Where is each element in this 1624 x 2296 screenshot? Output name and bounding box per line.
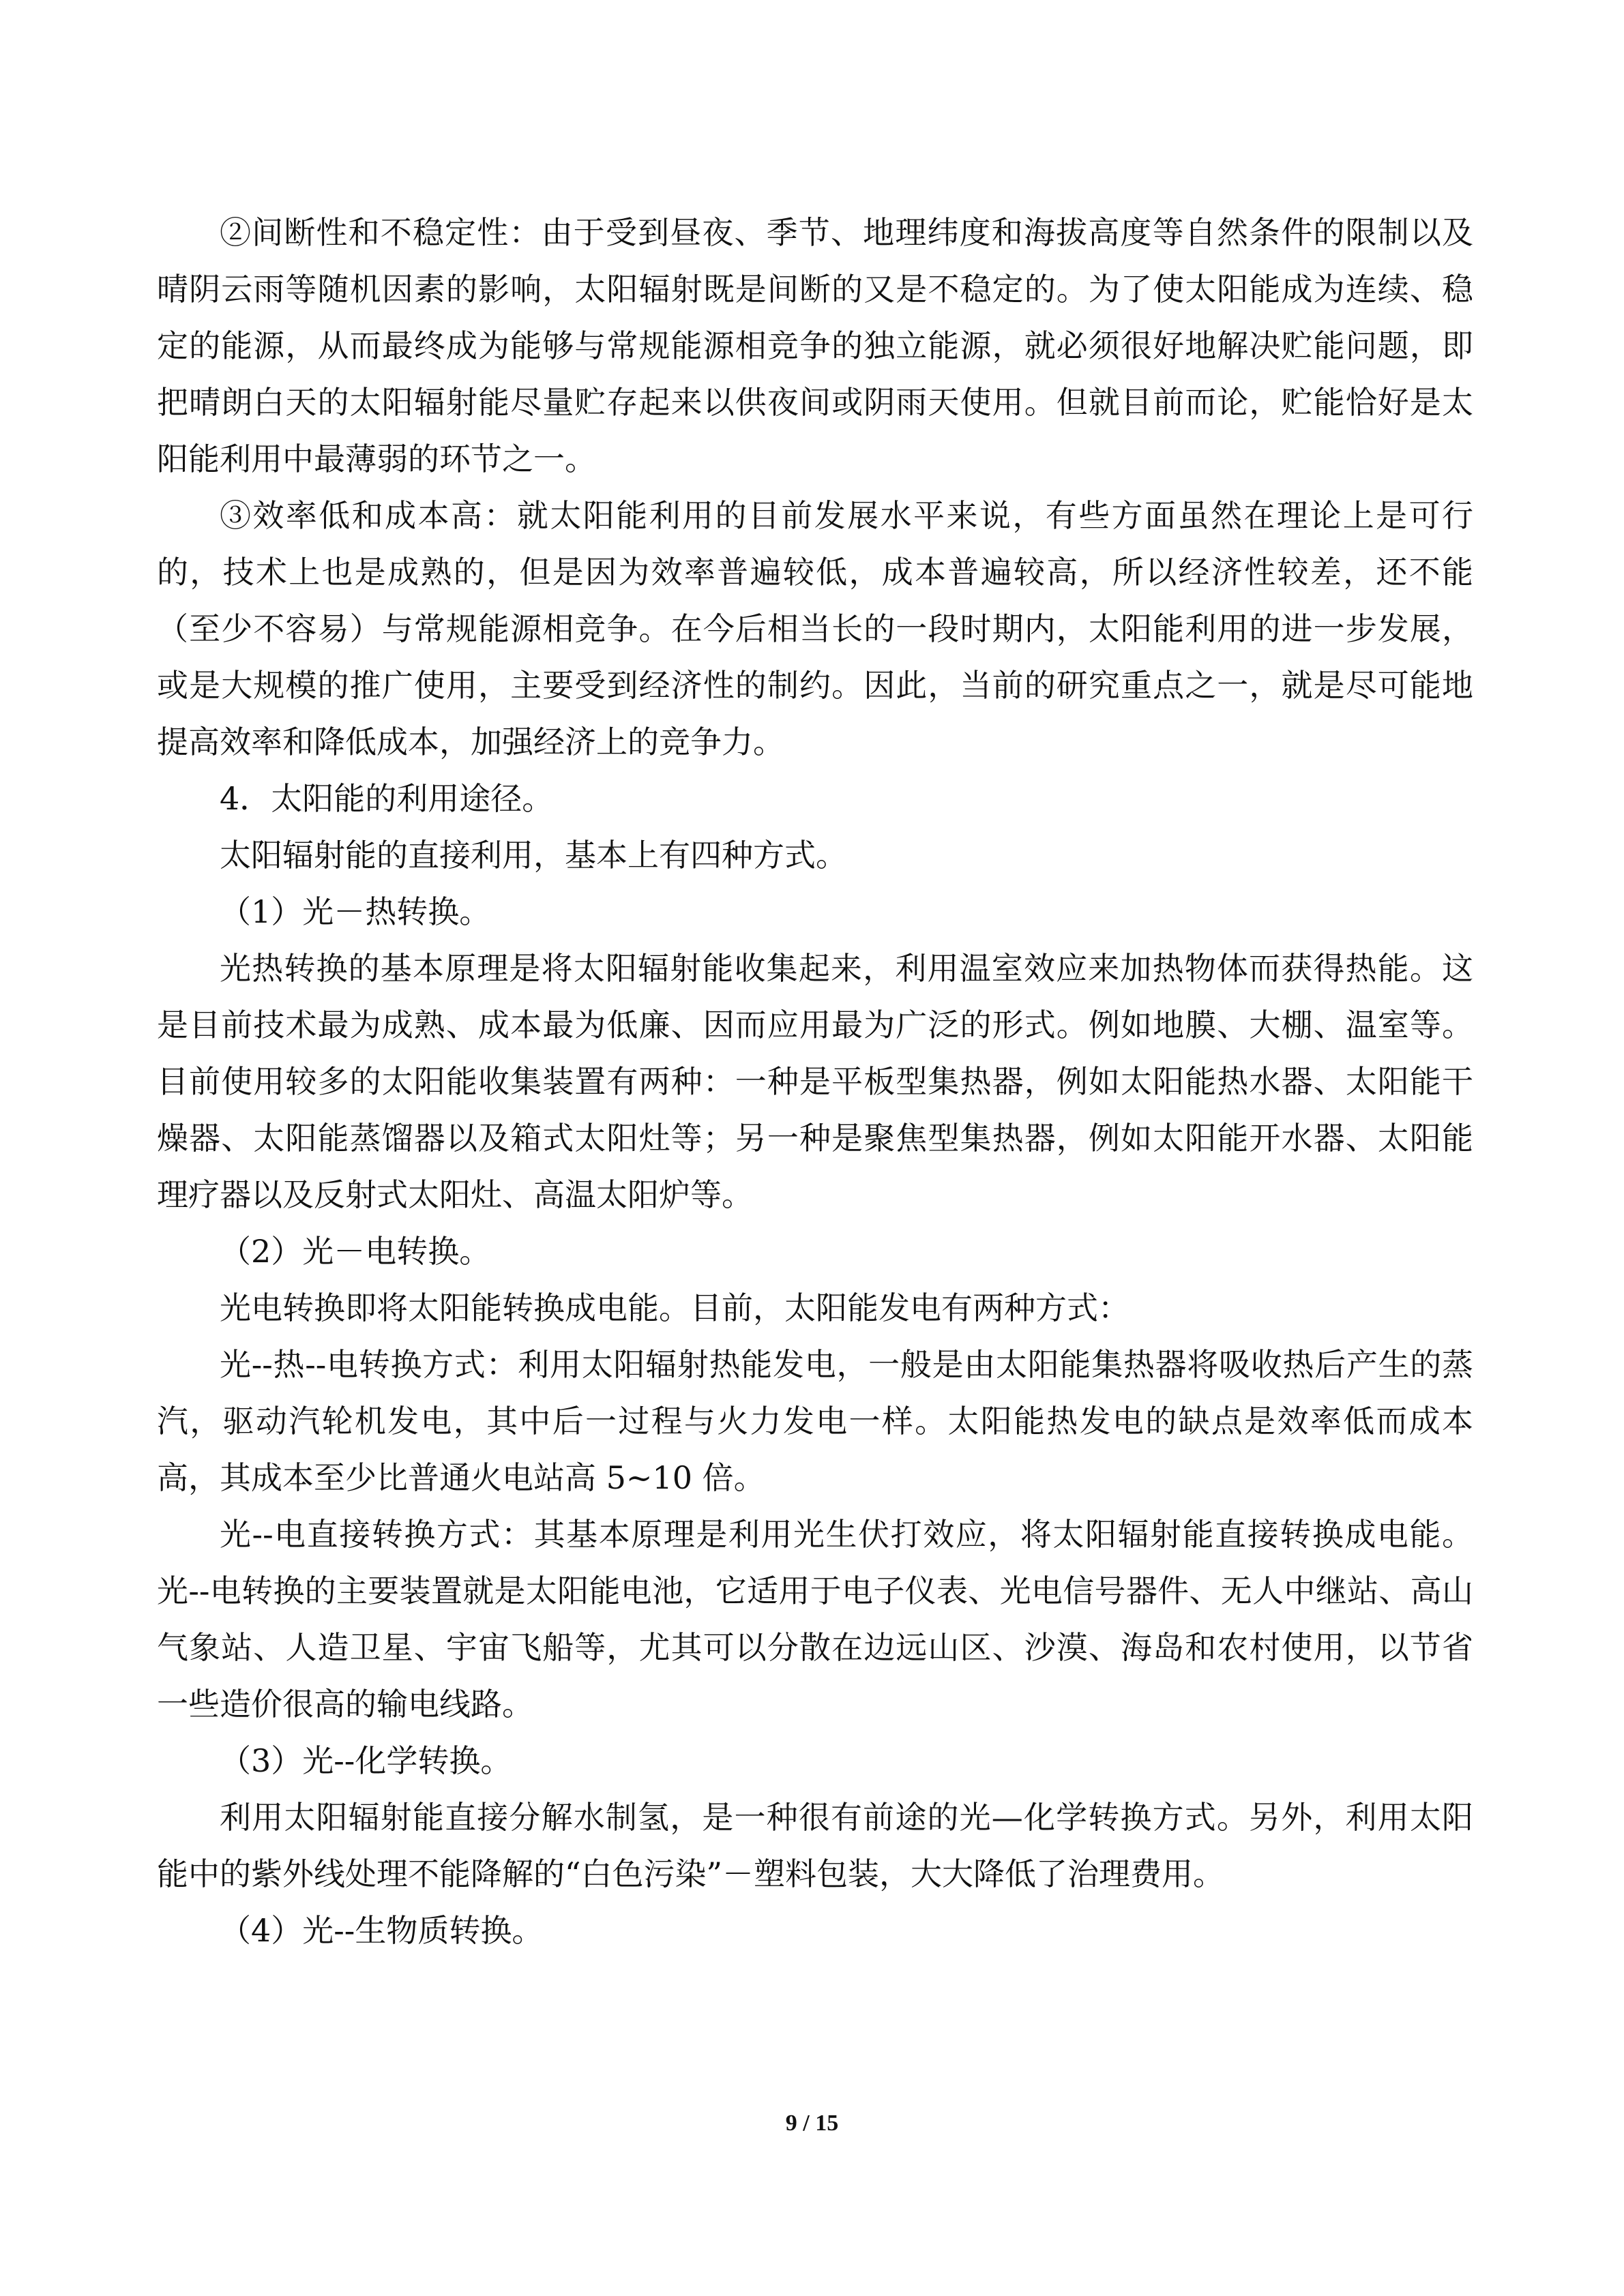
paragraph-photothermal: 光热转换的基本原理是将太阳辐射能收集起来，利用温室效应来加热物体而获得热能。这是目前技术最为成熟、成本最为低廉、因而应用最为广泛的形式。例如地膜、大棚、温室等。目前使用较多的太阳能收集装置有两种：一种是平板型集热器，例如太阳能热水器、太阳能干燥器、太阳能蒸馏器以及箱式太阳灶等；另一种是聚焦型集热器，例如太阳能开水器、太阳能理疗器以及反射式太阳灶、高温太阳炉等。 [157, 950, 1473, 1213]
paragraph-four-methods: 太阳辐射能的直接利用，基本上有四种方式。 [220, 837, 847, 874]
section-heading-utilization: 4．太阳能的利用途径。 [220, 780, 554, 817]
page-number: 9 / 15 [785, 2111, 839, 2136]
subheading-photothermal: （1）光－热转换。 [220, 893, 491, 930]
subheading-photochemical: （3）光--化学转换。 [220, 1742, 512, 1779]
paragraph-photoelectric-intro: 光电转换即将太阳能转换成电能。目前，太阳能发电有两种方式： [220, 1289, 1130, 1326]
subheading-photobiomass: （4）光--生物质转换。 [220, 1912, 544, 1949]
paragraph-intermittency: ②间断性和不稳定性：由于受到昼夜、季节、地理纬度和海拔高度等自然条件的限制以及晴阴云雨等随机因素的影响，太阳辐射既是间断的又是不稳定的。为了使太阳能成为连续、稳定的能源，从而最终成为能够与常规能源相竞争的独立能源，就必须很好地解决贮能问题，即把晴朗白天的太阳辐射能尽量贮存起来以供夜间或阴雨天使用。但就目前而论，贮能恰好是太阳能利用中最薄弱的环节之一。 [157, 214, 1473, 477]
paragraph-efficiency-cost: ③效率低和成本高：就太阳能利用的目前发展水平来说，有些方面虽然在理论上是可行的，技术上也是成熟的，但是因为效率普遍较低，成本普遍较高，所以经济性较差，还不能（至少不容易）与常规能源相竞争。在今后相当长的一段时期内，太阳能利用的进一步发展，或是大规模的推广使用，主要受到经济性的制约。因此，当前的研究重点之一，就是尽可能地提高效率和降低成本，加强经济上的竞争力。 [157, 497, 1473, 760]
paragraph-photochemical: 利用太阳辐射能直接分解水制氢，是一种很有前途的光—化学转换方式。另外，利用太阳能中的紫外线处理不能降解的“白色污染”－塑料包装，大大降低了治理费用。 [157, 1799, 1473, 1892]
paragraph-thermal-electric: 光--热--电转换方式：利用太阳辐射热能发电，一般是由太阳能集热器将吸收热后产生的蒸汽，驱动汽轮机发电，其中后一过程与火力发电一样。太阳能热发电的缺点是效率低而成本高，其成本至少比普通火电站高 5~10 倍。 [157, 1346, 1473, 1496]
document-body [157, 205, 1473, 1959]
subheading-photoelectric: （2）光－电转换。 [220, 1233, 491, 1270]
paragraph-direct-electric: 光--电直接转换方式：其基本原理是利用光生伏打效应，将太阳辐射能直接转换成电能。光--电转换的主要装置就是太阳能电池，它适用于电子仪表、光电信号器件、无人中继站、高山气象站、人造卫星、宇宙飞船等，尤其可以分散在边远山区、沙漠、海岛和农村使用，以节省一些造价很高的输电线路。 [157, 1516, 1473, 1723]
